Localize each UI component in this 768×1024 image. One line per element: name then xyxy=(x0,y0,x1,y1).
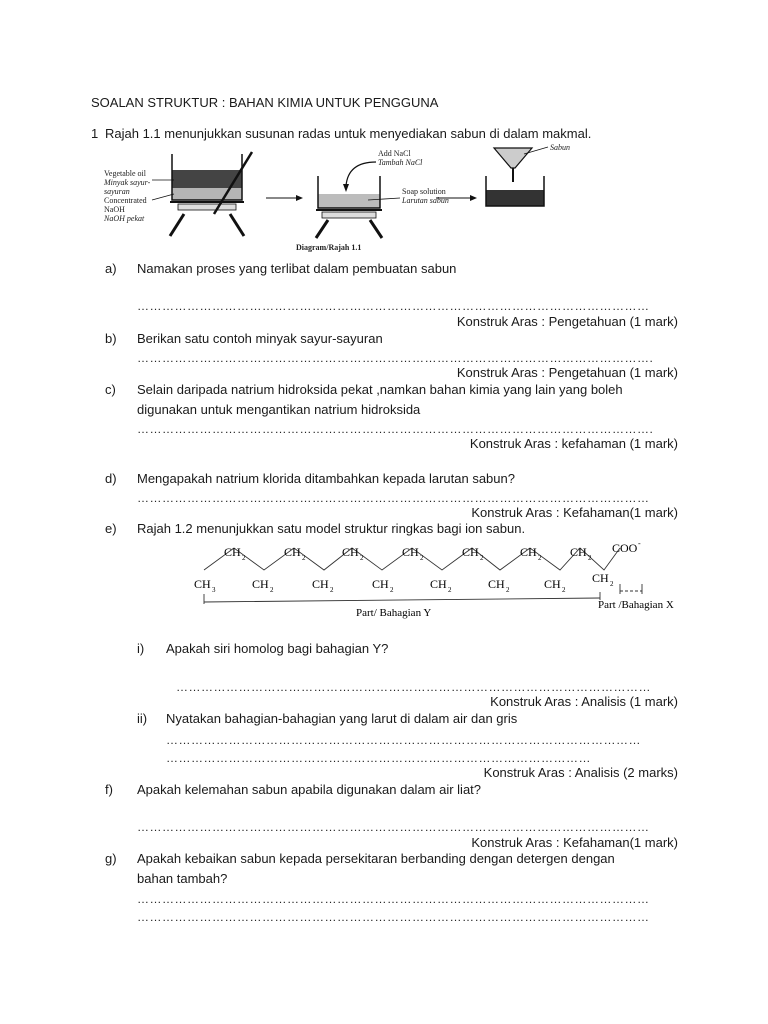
svg-text:2: 2 xyxy=(610,580,614,588)
part-b-question: Berikan satu contoh minyak sayur-sayuran xyxy=(137,331,383,346)
part-b-label: b) xyxy=(105,331,117,346)
label-vegetable-oil: Vegetable oil xyxy=(104,169,146,178)
svg-text:2: 2 xyxy=(330,586,334,594)
part-e-ii-answer-line-1[interactable]: …………………………………………………………………………………………………… xyxy=(166,733,641,747)
part-c-label: c) xyxy=(105,382,116,397)
part-g-answer-line-1[interactable]: …………………………………………………………………………………………………………… xyxy=(137,892,650,906)
svg-text:CH: CH xyxy=(544,577,561,591)
svg-text:CH: CH xyxy=(488,577,505,591)
part-e-i-question: Apakah siri homolog bagi bahagian Y? xyxy=(166,641,389,656)
svg-text:CH: CH xyxy=(592,571,609,585)
svg-text:CH: CH xyxy=(462,545,479,559)
part-e-ii-label: ii) xyxy=(137,711,148,726)
page-title: SOALAN STRUKTUR : BAHAN KIMIA UNTUK PENGGUNA xyxy=(91,95,439,110)
svg-text:CH: CH xyxy=(402,545,419,559)
part-e-i-answer-line[interactable]: …………………………………………………………………………………………………… xyxy=(176,680,651,694)
label-naoh-pekat: NaOH pekat xyxy=(104,214,145,223)
svg-text:CH: CH xyxy=(284,545,301,559)
part-g-question-line2: bahan tambah? xyxy=(137,871,228,886)
part-g-answer-line-2[interactable]: …………………………………………………………………………………………………………… xyxy=(137,910,650,924)
label-sayuran: sayuran xyxy=(104,187,130,196)
filter-funnel-beaker xyxy=(486,148,544,206)
bracket-part-y xyxy=(204,592,600,604)
beaker-oil-naoh xyxy=(170,152,252,236)
bottom-carbons xyxy=(194,571,614,594)
svg-text:CH: CH xyxy=(372,577,389,591)
part-a-label: a) xyxy=(105,261,117,276)
svg-text:2: 2 xyxy=(588,554,592,562)
question-number: 1 xyxy=(91,126,99,141)
svg-text:CH: CH xyxy=(312,577,329,591)
part-e-question: Rajah 1.2 menunjukkan satu model struktur ringkas bagi ion sabun. xyxy=(137,521,526,536)
svg-text:2: 2 xyxy=(480,554,484,562)
part-c-question-line1: Selain daripada natrium hidroksida pekat ,namkan bahan kimia yang lain yang boleh xyxy=(137,382,623,397)
part-a-answer-line[interactable]: …………………………………………………………………………………………………………… xyxy=(137,299,650,313)
diagram-caption: Diagram/Rajah 1.1 xyxy=(296,243,362,252)
svg-text:CH: CH xyxy=(252,577,269,591)
diagram-soap-ion xyxy=(190,536,686,620)
svg-text:2: 2 xyxy=(302,554,306,562)
part-e-i-label: i) xyxy=(137,641,145,656)
part-d-answer-line[interactable]: …………………………………………………………………………………………………………… xyxy=(137,491,650,505)
part-f-question: Apakah kelemahan sabun apabila digunakan dalam air liat? xyxy=(137,782,482,797)
svg-text:2: 2 xyxy=(562,586,566,594)
label-part-y: Part/ Bahagian Y xyxy=(356,607,432,619)
svg-text:CH: CH xyxy=(430,577,447,591)
diagram-soap-apparatus xyxy=(100,140,582,258)
part-c-answer-line[interactable]: ……………………………………………………………………………………………………………. xyxy=(137,422,654,436)
svg-text:2: 2 xyxy=(390,586,394,594)
part-d-mark: Konstruk Aras : Kefahaman(1 mark) xyxy=(471,505,678,520)
svg-text:CH: CH xyxy=(570,545,587,559)
svg-text:3: 3 xyxy=(212,586,216,594)
label-concentrated: Concentrated xyxy=(104,196,147,205)
part-e-ii-question: Nyatakan bahagian-bahagian yang larut di dalam air dan gris xyxy=(166,711,518,726)
part-c-question-line2: digunakan untuk mengantikan natrium hidroksida xyxy=(137,402,421,417)
svg-text:2: 2 xyxy=(242,554,246,562)
part-g-label: g) xyxy=(105,851,117,866)
carboxylate-group: COO xyxy=(612,541,638,555)
svg-text:CH: CH xyxy=(224,545,241,559)
svg-text:CH: CH xyxy=(194,577,211,591)
part-c-mark: Konstruk Aras : kefahaman (1 mark) xyxy=(469,436,678,451)
part-e-ii-mark: Konstruk Aras : Analisis (2 marks) xyxy=(483,765,678,780)
svg-text:CH: CH xyxy=(520,545,537,559)
part-e-i-mark: Konstruk Aras : Analisis (1 mark) xyxy=(490,694,678,709)
part-f-mark: Konstruk Aras : Kefahaman(1 mark) xyxy=(471,835,678,850)
svg-text:2: 2 xyxy=(506,586,510,594)
part-b-mark: Konstruk Aras : Pengetahuan (1 mark) xyxy=(456,365,678,380)
label-tambah-nacl: Tambah NaCl xyxy=(378,158,423,167)
svg-text:2: 2 xyxy=(538,554,542,562)
part-d-label: d) xyxy=(105,471,117,486)
part-e-ii-answer-line-2[interactable]: ………………………………………………………………………………………… xyxy=(166,751,591,765)
part-f-answer-line[interactable]: …………………………………………………………………………………………………………… xyxy=(137,820,650,834)
label-soap-solution: Soap solution xyxy=(402,187,446,196)
bracket-part-x xyxy=(620,584,642,594)
label-naoh: NaOH xyxy=(104,205,125,214)
label-add-nacl: Add NaCl xyxy=(378,149,411,158)
label-minyak: Minyak sayur- xyxy=(104,178,151,187)
part-b-answer-line[interactable]: ……………………………………………………………………………………………………………. xyxy=(137,351,654,365)
part-g-question-line1: Apakah kebaikan sabun kepada persekitaran berbanding dengan detergen dengan xyxy=(137,851,615,866)
part-f-label: f) xyxy=(105,782,113,797)
question-intro: Rajah 1.1 menunjukkan susunan radas untuk menyediakan sabun di dalam makmal. xyxy=(105,126,592,141)
part-a-question: Namakan proses yang terlibat dalam pembuatan sabun xyxy=(137,261,457,276)
label-larutan-sabun: Larutan sabun xyxy=(402,196,449,205)
svg-text:2: 2 xyxy=(360,554,364,562)
part-e-label: e) xyxy=(105,521,117,536)
svg-text:2: 2 xyxy=(448,586,452,594)
carboxylate-charge: - xyxy=(638,539,641,548)
part-a-mark: Konstruk Aras : Pengetahuan (1 mark) xyxy=(456,314,678,329)
svg-text:2: 2 xyxy=(270,586,274,594)
label-sabun: Sabun xyxy=(550,143,570,152)
label-part-x: Part /Bahagian X xyxy=(598,599,674,611)
svg-text:CH: CH xyxy=(342,545,359,559)
svg-text:2: 2 xyxy=(420,554,424,562)
part-d-question: Mengapakah natrium klorida ditambahkan kepada larutan sabun? xyxy=(137,471,515,486)
